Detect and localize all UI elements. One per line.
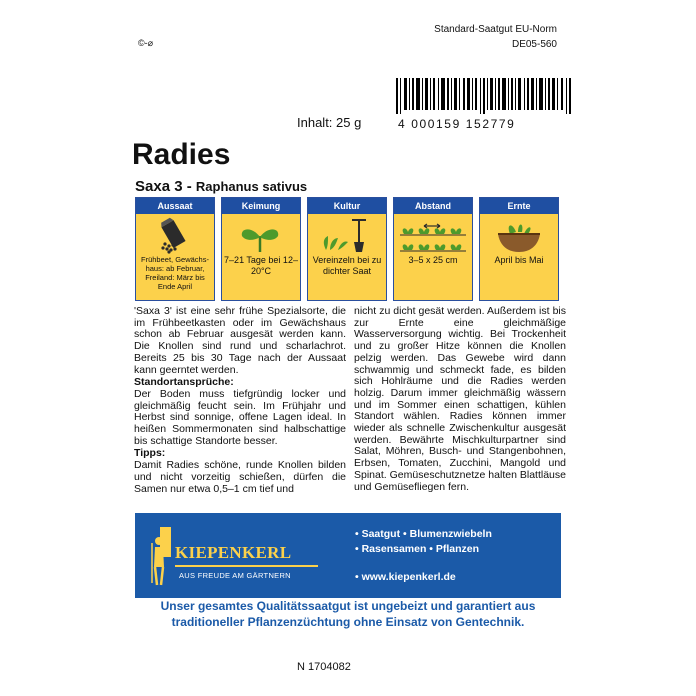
standard-line-2: DE05-560: [511, 39, 557, 50]
content-weight: Inhalt: 25 g: [297, 115, 362, 130]
latin-name: Raphanus sativus: [195, 179, 308, 194]
card-abstand: [393, 197, 473, 301]
description-left-column: [134, 306, 346, 495]
barcode: [396, 78, 574, 114]
card-text: 3–5 x 25 cm: [408, 255, 458, 265]
barcode-number: 4 000159 152779: [398, 117, 516, 131]
quality-line-1: Unser gesamtes Qualitätssaatgut ist ungebeizt und garantiert aus: [160, 599, 536, 613]
seed-packet-icon: [136, 216, 213, 254]
tips-paragraph: Damit Radies schöne, runde Knollen bilden und nicht vorzeitig schießen, dürfen die Samen nur etwa 0,5–1 cm tief und: [134, 459, 346, 495]
card-ernte: [479, 197, 559, 301]
product-categories: [355, 527, 492, 557]
standard-label: [434, 22, 557, 52]
brand-underline: [175, 565, 318, 567]
card-text: Frühbeet, Gewächs-haus: ab Februar, Freiland: März bis Ende April: [141, 255, 209, 291]
intro-paragraph: 'Saxa 3' ist eine sehr frühe Spezialsorte, die im Frühbeetkasten oder im Gewächshaus schon ab Februar ausgesät werden kann. Die Knollen sind rund und scharlachrot. Bereits 25 bis 30 Tage nach der Aussaat kann geerntet werden.: [134, 305, 346, 376]
card-label: Keimung: [222, 198, 300, 214]
category-line-1: • Saatgut • Blumenzwiebeln: [355, 528, 492, 540]
spade-plant-icon: [308, 216, 385, 254]
tips-heading: Tipps:: [134, 447, 166, 460]
variety-name: Saxa 3 -: [135, 178, 192, 195]
card-text: 7–21 Tage bei 12–20°C: [224, 255, 298, 276]
quality-statement: [136, 598, 560, 630]
card-text: Vereinzeln bei zu dichter Saat: [312, 255, 382, 276]
site-heading: Standortansprüche:: [134, 376, 234, 389]
plant-rows-icon: [394, 216, 471, 254]
card-aussaat: [135, 197, 215, 301]
website-link[interactable]: • www.kiepenkerl.de: [355, 571, 456, 583]
card-text: April bis Mai: [494, 255, 544, 265]
standard-line-1: Standard-Saatgut EU-Norm: [434, 24, 557, 35]
brand-slogan: AUS FREUDE AM GÄRTNERN: [179, 571, 291, 580]
card-label: Kultur: [308, 198, 386, 214]
brand-name: KIEPENKERL: [175, 543, 292, 562]
kiepenkerl-figure-icon: [151, 525, 173, 587]
category-line-2: • Rasensamen • Pflanzen: [355, 543, 480, 555]
seedling-icon: [222, 216, 299, 254]
quality-line-2: traditioneller Pflanzenzüchtung ohne Einsatz von Gentechnik.: [171, 615, 525, 629]
brand-banner: [135, 513, 561, 598]
product-subtitle: [135, 178, 307, 195]
card-label: Ernte: [480, 198, 558, 214]
card-keimung: [221, 197, 301, 301]
tips-continuation: nicht zu dicht gesät werden. Außerdem ist bis zur Ernte eine gleichmäßige Wasserversorgung wichtig. Bei Trockenheit und zu großer Hitze können die Knollen pelzig werden. Das Gewebe wird dann schwammig und schmeckt fade, es bilden sich Hohlräume und die Radies werden holzig. Darum immer gleichmäßig wässern und im Sommer einen schattigen, kühlen Standort wählen. Radies können immer wieder als schnelle Zwischenkultur ausgesät werden. Bewährte Mischkulturpartner sind Salat, Möhren, Busch- und Stangenbohnen, Erbsen, Tomaten, Zucchini, Mangold und Spinat. Gemüseschutznetze halten Blattläuse und Gemüsefliegen fern.: [354, 305, 566, 493]
eco-mark: ©-⌀: [138, 38, 154, 48]
harvest-bowl-icon: [480, 216, 557, 254]
card-label: Aussaat: [136, 198, 214, 214]
card-kultur: [307, 197, 387, 301]
product-title: Radies: [132, 138, 231, 171]
site-paragraph: Der Boden muss tiefgründig locker und gleichmäßig feucht sein. Im Frühjahr und Herbst sind sonnige, offene Lagen ideal. In heißen Sommermonaten sind halbschattige bis schattige Standorte besser.: [134, 387, 346, 447]
description-right-column: [354, 306, 566, 493]
article-number: N 1704082: [297, 661, 351, 673]
card-label: Abstand: [394, 198, 472, 214]
